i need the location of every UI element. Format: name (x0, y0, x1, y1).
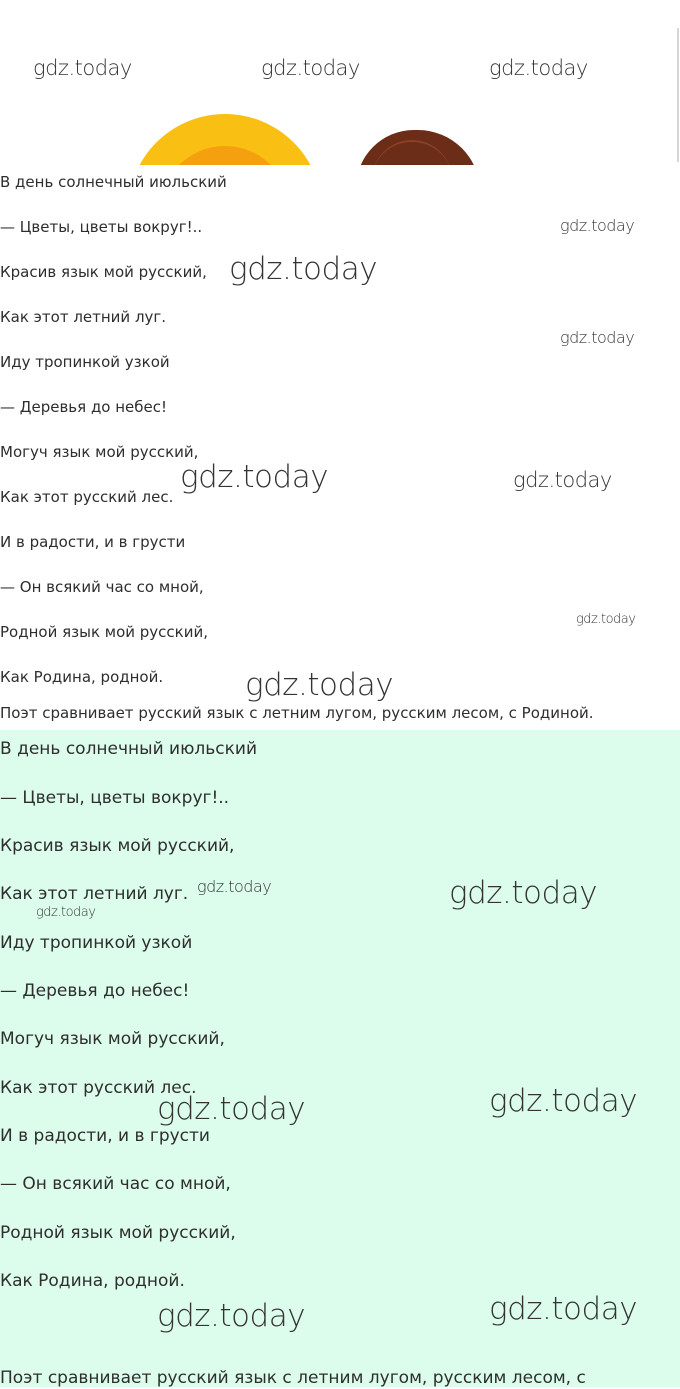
conclusion-text: Поэт сравнивает русский язык с летним лугом, русским лесом, с (0, 1368, 586, 1388)
watermark: gdz.today (449, 875, 598, 911)
poem-line: Родной язык мой русский, (0, 1223, 236, 1243)
poem-line: — Цветы, цветы вокруг!.. (0, 788, 230, 808)
watermark: gdz.today (245, 667, 394, 703)
watermark: gdz.today (180, 459, 329, 495)
conclusion-text: Поэт сравнивает русский язык с летним лугом, русским лесом, с Родиной. (0, 704, 594, 722)
poem-line: Как этот русский лес. (0, 1078, 197, 1098)
poem-line: Могуч язык мой русский, (0, 1029, 225, 1049)
watermark: gdz.today (489, 56, 588, 80)
answer-block (0, 730, 680, 1387)
poem-line: Как этот русский лес. (0, 488, 174, 506)
poem-line: Как этот летний луг. (0, 308, 167, 326)
poem-line: В день солнечный июльский (0, 173, 227, 191)
poem-line: — Он всякий час со мной, (0, 1174, 231, 1194)
poem-line: Красив язык мой русский, (0, 263, 207, 281)
poem-line: — Он всякий час со мной, (0, 578, 204, 596)
illustration-banner (0, 0, 680, 165)
watermark: gdz.today (560, 216, 635, 235)
watermark: gdz.today (560, 328, 635, 347)
watermark: gdz.today (157, 1298, 306, 1334)
watermark: gdz.today (513, 468, 612, 492)
poem-line: Иду тропинкой узкой (0, 353, 170, 371)
poem-line: Иду тропинкой узкой (0, 933, 193, 953)
watermark: gdz.today (489, 1083, 638, 1119)
poem-line: — Деревья до небес! (0, 398, 168, 416)
watermark: gdz.today (157, 1091, 306, 1127)
poem-line: Как Родина, родной. (0, 668, 164, 686)
poem-line: Как этот летний луг. (0, 884, 189, 904)
poem-line: И в радости, и в грусти (0, 1126, 210, 1146)
poem-line: — Цветы, цветы вокруг!.. (0, 218, 203, 236)
watermark: gdz.today (33, 56, 132, 80)
watermark: gdz.today (36, 905, 96, 920)
watermark: gdz.today (197, 877, 272, 896)
poem-line: Красив язык мой русский, (0, 836, 235, 856)
watermark: gdz.today (261, 56, 360, 80)
poem-line: — Деревья до небес! (0, 981, 190, 1001)
poem-line: В день солнечный июльский (0, 739, 257, 759)
watermark: gdz.today (229, 251, 378, 287)
poem-line: И в радости, и в грусти (0, 533, 186, 551)
poem-line: Могуч язык мой русский, (0, 443, 199, 461)
poem-line: Родной язык мой русский, (0, 623, 208, 641)
watermark: gdz.today (576, 612, 636, 627)
watermark: gdz.today (489, 1291, 638, 1327)
scrollbar[interactable] (677, 28, 679, 162)
poem-line: Как Родина, родной. (0, 1271, 185, 1291)
